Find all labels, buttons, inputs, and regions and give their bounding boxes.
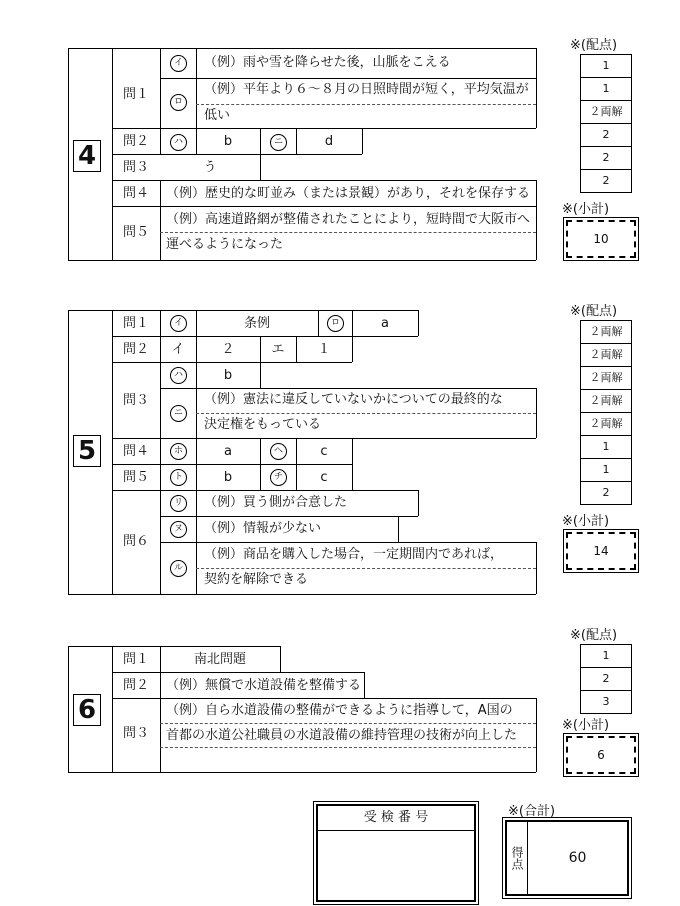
point-cell: 1 — [580, 458, 632, 482]
to-mark-icon: ト — [170, 469, 187, 486]
q3-label: 問３ — [122, 393, 149, 408]
point-cell: ２両解 — [580, 343, 632, 367]
point-cell: 1 — [580, 77, 632, 101]
q1-answer: 南北問題 — [193, 652, 246, 667]
q3-answer-line1: （例）自ら水道設備の整備ができるように指導して，A国の — [166, 703, 513, 718]
ro-answer-line1: （例）平年より６～８月の日照時間が短く，平均気温が — [204, 82, 529, 97]
point-cell: 1 — [580, 54, 632, 78]
to-answer: b — [223, 470, 233, 485]
point-cell: 2 — [580, 123, 632, 147]
point-cell: 1 — [580, 435, 632, 459]
q3-answer: う — [203, 160, 217, 175]
section-number: 4 — [73, 140, 101, 172]
total-box — [505, 820, 629, 896]
ru-mark-icon: ル — [170, 560, 187, 577]
ro-mark-icon: ロ — [327, 315, 344, 332]
ro-answer-line2: 低い — [204, 108, 231, 123]
point-cell: 3 — [580, 690, 632, 714]
q5-answer-line2: 運べるようになった — [166, 237, 284, 252]
points-label: ※(配点) — [570, 38, 618, 53]
subtotal-box: 6 — [566, 736, 636, 774]
nu-mark-icon: ヌ — [170, 521, 187, 538]
q4-label: 問４ — [122, 444, 149, 459]
total-score: 60 — [568, 850, 587, 866]
point-cell: ２両解 — [580, 320, 632, 344]
ni-mark-icon: ニ — [170, 405, 187, 422]
q6-label: 問６ — [122, 534, 149, 549]
ro-answer: a — [381, 316, 389, 331]
q2-a: イ — [171, 342, 185, 357]
points-label: ※(配点) — [570, 628, 618, 643]
q2-d: １ — [317, 342, 331, 357]
he-mark-icon: ヘ — [270, 443, 287, 460]
section-number: 6 — [73, 694, 101, 726]
q2-label: 問２ — [122, 678, 149, 693]
q5-label: 問５ — [122, 470, 149, 485]
q3-label: 問３ — [122, 160, 149, 175]
q1-label: 問１ — [122, 652, 149, 667]
ni-answer-line2: 決定権をもっている — [204, 417, 322, 432]
point-cell: 2 — [580, 169, 632, 193]
ha-answer: b — [223, 368, 233, 383]
q5-label: 問５ — [122, 225, 149, 240]
ri-mark-icon: リ — [170, 495, 187, 512]
ni-answer: d — [324, 134, 334, 149]
ha-mark-icon: ハ — [170, 134, 187, 151]
q3-answer-line2: 首都の水道公社職員の水道設備の維持管理の技術が向上した — [166, 728, 518, 743]
exam-number-box — [316, 804, 476, 902]
point-cell: ２両解 — [580, 412, 632, 436]
point-cell: ２両解 — [580, 100, 632, 124]
i-mark-icon: イ — [170, 315, 187, 332]
chi-mark-icon: チ — [270, 469, 287, 486]
score-label: 得点 — [507, 822, 528, 894]
subtotal-label: ※(小計) — [562, 202, 610, 217]
ru-answer-line2: 契約を解除できる — [204, 572, 309, 587]
ro-mark-icon: ロ — [170, 94, 187, 111]
ru-answer-line1: （例）商品を購入した場合，一定期間内であれば， — [204, 547, 504, 562]
q2-answer: （例）無償で水道設備を整備する — [166, 678, 362, 693]
ho-mark-icon: ホ — [170, 443, 187, 460]
q3-label: 問３ — [122, 726, 149, 741]
q2-label: 問２ — [122, 134, 149, 149]
ha-mark-icon: ハ — [170, 367, 187, 384]
point-cell: 2 — [580, 667, 632, 691]
exam-number-label: 受 検 番 号 — [318, 806, 474, 831]
q1-label: 問１ — [122, 316, 149, 331]
point-cell: 2 — [580, 146, 632, 170]
q4-label: 問４ — [122, 186, 149, 201]
subtotal-label: ※(小計) — [562, 718, 610, 733]
ri-answer: （例）買う側が合意した — [204, 495, 348, 510]
chi-answer: c — [320, 470, 328, 485]
exam-number-field[interactable] — [318, 831, 474, 899]
point-cell: 2 — [580, 481, 632, 505]
subtotal-box: 10 — [566, 220, 636, 258]
ni-answer-line1: （例）憲法に違反していないかについての最終的な — [204, 392, 503, 407]
ho-answer: a — [224, 444, 232, 459]
i-answer: （例）雨や雪を降らせた後，山脈をこえる — [204, 55, 451, 70]
q2-b: ２ — [221, 342, 235, 357]
q2-c: エ — [271, 342, 285, 357]
he-answer: c — [320, 444, 328, 459]
i-mark-icon: イ — [170, 55, 187, 72]
section-number: 5 — [73, 435, 101, 467]
ha-answer: b — [223, 134, 233, 149]
ni-mark-icon: ニ — [270, 134, 287, 151]
subtotal-box: 14 — [566, 532, 636, 570]
point-cell: ２両解 — [580, 366, 632, 390]
points-label: ※(配点) — [570, 304, 618, 319]
q1-label: 問１ — [122, 87, 149, 102]
i-answer: 条例 — [243, 316, 270, 331]
q2-label: 問２ — [122, 342, 149, 357]
subtotal-label: ※(小計) — [562, 514, 610, 529]
point-cell: 1 — [580, 644, 632, 668]
q5-answer-line1: （例）高速道路網が整備されたことにより，短時間で大阪市へ — [166, 212, 531, 227]
q4-answer: （例）歴史的な町並み（または景観）があり，それを保存する — [166, 186, 531, 201]
total-label: ※(合計) — [508, 804, 556, 819]
point-cell: ２両解 — [580, 389, 632, 413]
nu-answer: （例）情報が少ない — [204, 521, 322, 536]
